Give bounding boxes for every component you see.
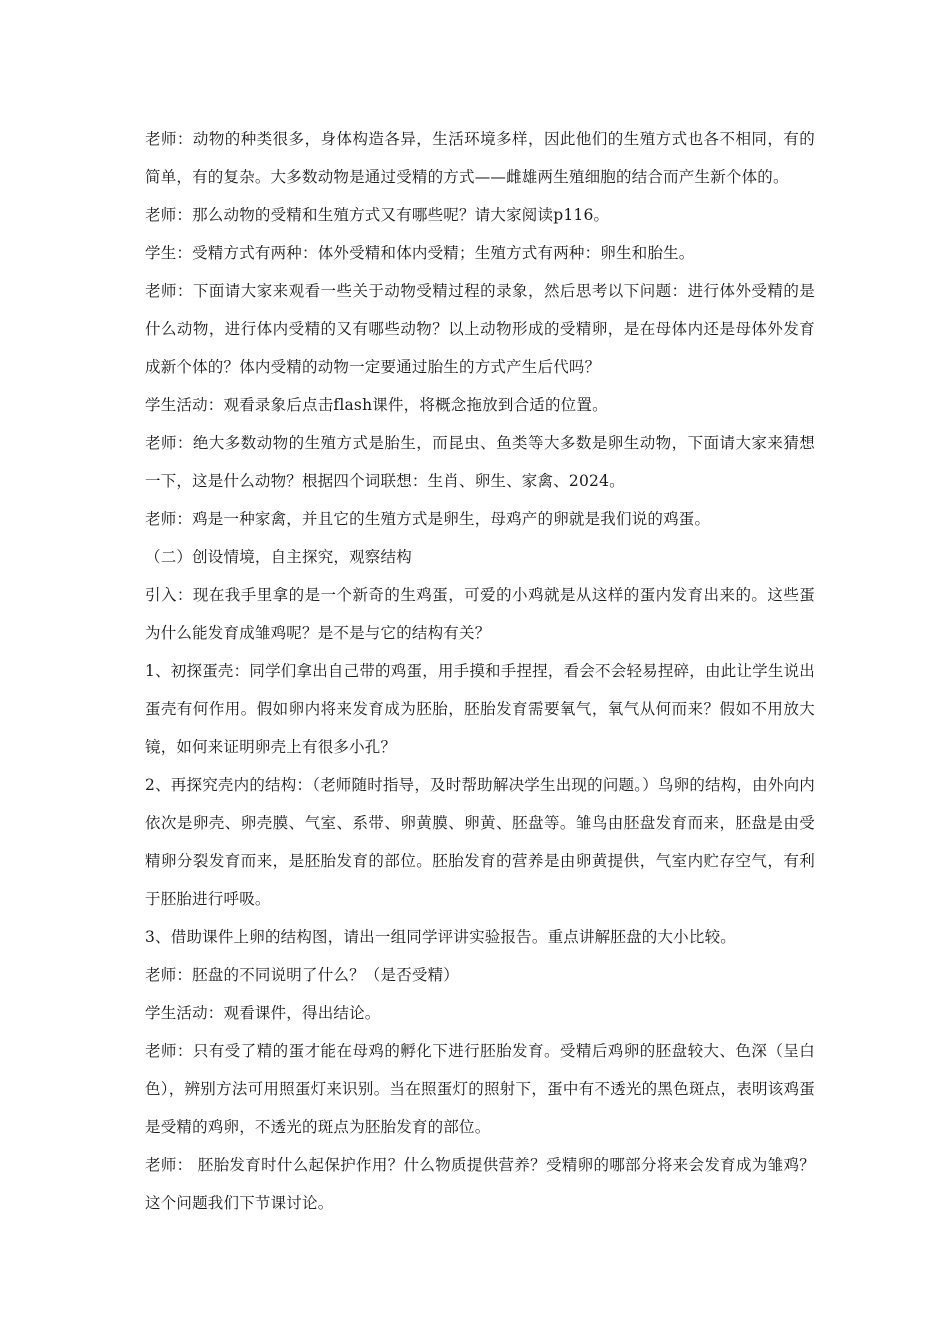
paragraph-step-2: 2、再探究壳内的结构：（老师随时指导，及时帮助解决学生出现的问题。）鸟卵的结构，由外向内依次是卵壳、卵壳膜、气室、系带、卵黄膜、卵黄、胚盘等。雏鸟由胚盘发育而来，胚盘是由受精卵分裂发育而来，是胚胎发育的部位。胚胎发育的营养是由卵黄提供，气室内贮存空气，有利于胚胎进行呼吸。 [145,776,815,908]
section-heading: （二）创设情境，自主探究，观察结构 [145,548,412,566]
paragraph-step-3: 3、借助课件上卵的结构图，请出一组同学评讲实验报告。重点讲解胚盘的大小比较。 [145,928,736,946]
document-body [145,120,815,1222]
paragraph-teacher-intro: 老师：动物的种类很多，身体构造各异，生活环境多样，因此他们的生殖方式也各不相同，有的简单，有的复杂。大多数动物是通过受精的方式——雌雄两生殖细胞的结合而产生新个体的。 [145,130,815,186]
paragraph-teacher-question: 老师：那么动物的受精和生殖方式又有哪些呢？请大家阅读p116。 [145,206,610,224]
paragraph-introduction: 引入：现在我手里拿的是一个新奇的生鸡蛋，可爱的小鸡就是从这样的蛋内发育出来的。这些蛋为什么能发育成雏鸡呢？是不是与它的结构有关？ [145,586,815,642]
paragraph-teacher-video: 老师：下面请大家来观看一些关于动物受精过程的录象，然后思考以下问题：进行体外受精的是什么动物，进行体内受精的又有哪些动物？以上动物形成的受精卵，是在母体内还是母体外发育成新个体的？体内受精的动物一定要通过胎生的方式产生后代吗？ [145,282,815,376]
paragraph-teacher-germinal-disc: 老师：胚盘的不同说明了什么？（是否受精） [145,966,460,984]
paragraph-student-answer: 学生：受精方式有两种：体外受精和体内受精；生殖方式有两种：卵生和胎生。 [145,244,695,262]
paragraph-teacher-riddle: 老师：绝大多数动物的生殖方式是胎生，而昆虫、鱼类等大多数是卵生动物，下面请大家来猜想一下，这是什么动物？根据四个词联想：生肖、卵生、家禽、2024。 [145,434,815,490]
paragraph-student-activity-courseware: 学生活动：观看课件，得出结论。 [145,1004,381,1022]
paragraph-teacher-closing: 老师： 胚胎发育时什么起保护作用？什么物质提供营养？受精卵的哪部分将来会发育成为雏鸡？这个问题我们下节课讨论。 [145,1156,815,1212]
paragraph-teacher-chicken: 老师：鸡是一种家禽，并且它的生殖方式是卵生，母鸡产的卵就是我们说的鸡蛋。 [145,510,711,528]
paragraph-step-1: 1、初探蛋壳：同学们拿出自己带的鸡蛋，用手摸和手捏捏，看会不会轻易捏碎，由此让学生说出蛋壳有何作用。假如卵内将来发育成为胚胎，胚胎发育需要氧气，氧气从何而来？假如不用放大镜，如何来证明卵壳上有很多小孔？ [145,662,815,756]
paragraph-student-activity-flash: 学生活动：观看录象后点击flash课件，将概念拖放到合适的位置。 [145,396,608,414]
paragraph-teacher-fertilized: 老师：只有受了精的蛋才能在母鸡的孵化下进行胚胎发育。受精后鸡卵的胚盘较大、色深（呈白色），辨别方法可用照蛋灯来识别。当在照蛋灯的照射下，蛋中有不透光的黑色斑点，表明该鸡蛋是受精的鸡卵，不透光的斑点为胚胎发育的部位。 [145,1042,815,1136]
